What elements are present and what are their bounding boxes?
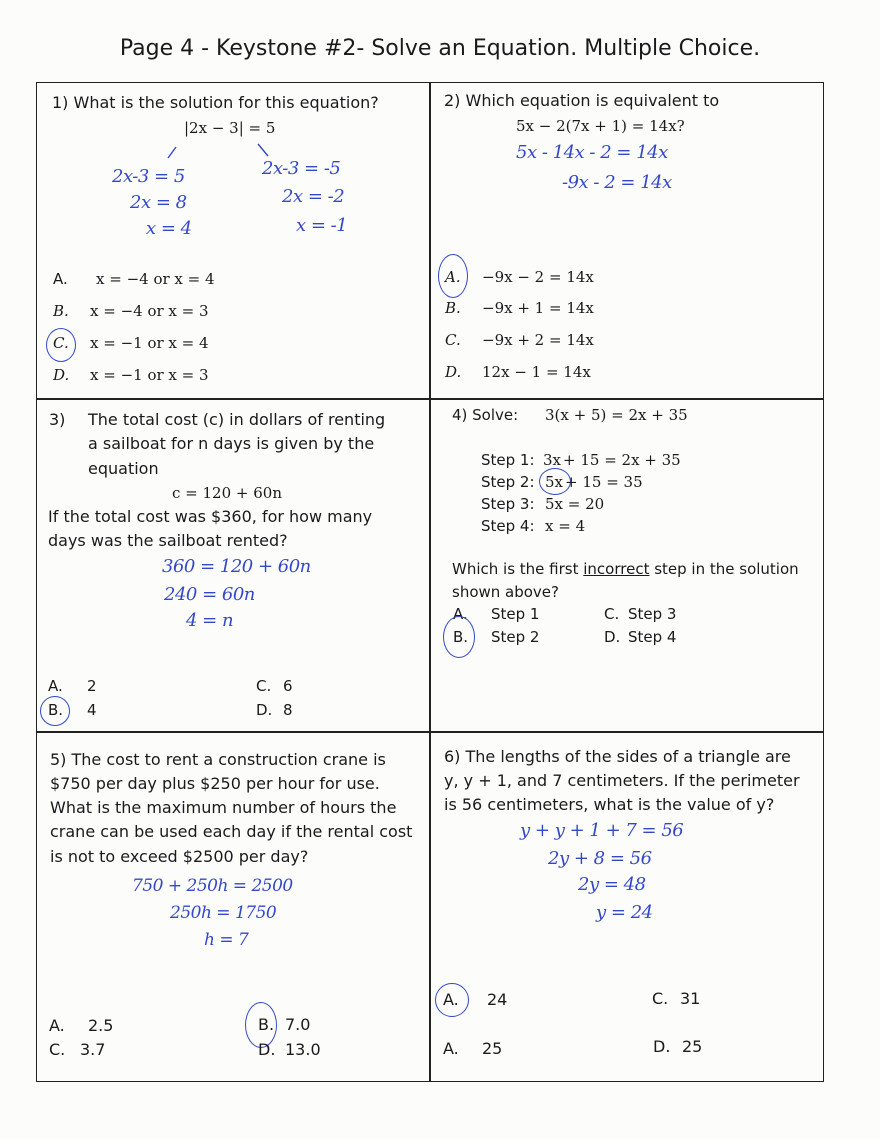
q6-line-3: is 56 centimeters, what is the value of y? [444, 795, 775, 814]
q3-number: 3) [49, 410, 66, 429]
q1-option-b-text[interactable]: x = −4 or x = 3 [90, 302, 209, 320]
q3-line-3: equation [88, 459, 159, 478]
q6-option-1-letter[interactable]: A. [443, 990, 459, 1009]
q6-option-2-text[interactable]: 31 [680, 989, 701, 1008]
q2-option-a-text[interactable]: −9x − 2 = 14x [482, 268, 594, 286]
q5-line-5: is not to exceed $2500 per day? [50, 847, 309, 866]
q6-option-3-text[interactable]: 25 [482, 1039, 503, 1058]
q2-option-a-letter[interactable]: A. [445, 268, 461, 286]
q4-option-b-letter[interactable]: B. [453, 628, 469, 646]
q5-option-c-letter[interactable]: C. [49, 1040, 66, 1059]
q6-work-1: y + y + 1 + 7 = 56 [520, 820, 684, 841]
q1-option-a-letter[interactable]: A. [53, 270, 68, 288]
q6-work-3: 2y = 48 [578, 874, 646, 895]
q3-option-a-letter[interactable]: A. [48, 677, 63, 695]
q1-work-left-2: 2x = 8 [130, 192, 187, 213]
q5-line-1: 5) The cost to rent a construction crane is [50, 750, 386, 769]
q3-option-c-letter[interactable]: C. [256, 677, 272, 695]
q6-option-4-letter[interactable]: D. [653, 1037, 671, 1056]
q5-option-b-text[interactable]: 7.0 [285, 1015, 311, 1034]
q3-answer-circle [40, 696, 70, 726]
q3-option-c-text[interactable]: 6 [283, 677, 293, 695]
q2-option-b-text[interactable]: −9x + 1 = 14x [482, 299, 594, 317]
q6-answer-circle [435, 983, 469, 1017]
q4-step-2-circled: 5x [545, 473, 564, 491]
q4-option-d-letter[interactable]: D. [604, 628, 621, 646]
q4-step-3-label: Step 3: [481, 495, 535, 513]
q4-question [452, 559, 799, 579]
q1-arrow-right [258, 144, 268, 156]
q4-question-underlined: incorrect [583, 560, 650, 578]
q3-option-a-text[interactable]: 2 [87, 677, 97, 695]
q4-option-c-text[interactable]: Step 3 [628, 605, 677, 623]
q4-step-4-eq: x = 4 [545, 517, 586, 535]
q1-work-left-3: x = 4 [146, 218, 192, 239]
q3-option-d-letter[interactable]: D. [256, 701, 273, 719]
q3-question-1: If the total cost was $360, for how many [48, 507, 373, 526]
q1-option-a-text[interactable]: x = −4 or x = 4 [96, 270, 215, 288]
q6-option-1-text[interactable]: 24 [487, 990, 508, 1009]
q4-option-b-text[interactable]: Step 2 [491, 628, 540, 646]
q4-option-a-text[interactable]: Step 1 [491, 605, 540, 623]
q6-option-2-letter[interactable]: C. [652, 989, 669, 1008]
q1-equation: |2x − 3| = 5 [184, 119, 276, 137]
q2-option-b-letter[interactable]: B. [445, 299, 461, 317]
q3-equation: c = 120 + 60n [172, 484, 282, 502]
q1-option-b-letter[interactable]: B. [53, 302, 69, 320]
q4-step-2-label: Step 2: [481, 473, 535, 491]
q5-option-b-letter[interactable]: B. [258, 1015, 275, 1034]
q4-step-4-label: Step 4: [481, 517, 535, 535]
q4-equation: 3(x + 5) = 2x + 35 [545, 406, 688, 424]
q3-work-2: 240 = 60n [164, 584, 255, 605]
q1-arrow-left [168, 147, 176, 158]
q2-equation: 5x − 2(7x + 1) = 14x? [516, 117, 685, 135]
q1-work-left-1: 2x-3 = 5 [112, 166, 185, 187]
q1-option-d-letter[interactable]: D. [53, 366, 70, 384]
q4-question-post: step in the solution [649, 560, 799, 578]
q1-work-right-1: 2x-3 = -5 [262, 158, 341, 179]
q4-question-pre: Which is the first [452, 560, 584, 578]
q1-work-right-2: 2x = -2 [282, 186, 345, 207]
q3-line-1: The total cost (c) in dollars of renting [88, 410, 386, 429]
q4-option-d-text[interactable]: Step 4 [628, 628, 677, 646]
q1-answer-circle [46, 328, 76, 362]
q4-answer-circle [443, 616, 475, 658]
q1-option-d-text[interactable]: x = −1 or x = 3 [90, 366, 209, 384]
q3-option-b-text[interactable]: 4 [87, 701, 97, 719]
q5-work-1: 750 + 250h = 2500 [132, 876, 293, 896]
q2-answer-circle [438, 254, 468, 298]
q6-option-3-letter[interactable]: A. [443, 1039, 459, 1058]
q4-step-2-rest: + 15 = 35 [565, 473, 643, 491]
q6-work-4: y = 24 [596, 902, 653, 923]
q5-line-4: crane can be used each day if the rental cost [50, 822, 413, 841]
q3-option-d-text[interactable]: 8 [283, 701, 293, 719]
q1-work-right-3: x = -1 [296, 215, 348, 236]
q4-question-line-2: shown above? [452, 583, 559, 601]
q4-step-1-rest: + 15 = 2x + 35 [563, 451, 681, 469]
q5-option-d-letter[interactable]: D. [258, 1040, 276, 1059]
q6-line-1: 6) The lengths of the sides of a triangle are [444, 747, 791, 766]
q5-work-2: 250h = 1750 [170, 903, 277, 923]
q4-step-3-eq: 5x = 20 [545, 495, 605, 513]
q3-question-2: days was the sailboat rented? [48, 531, 288, 550]
q2-option-d-text[interactable]: 12x − 1 = 14x [482, 363, 591, 381]
q2-prompt: 2) Which equation is equivalent to [444, 91, 720, 110]
q2-work-2: -9x - 2 = 14x [562, 172, 672, 193]
q6-line-2: y, y + 1, and 7 centimeters. If the perimeter [444, 771, 800, 790]
q5-option-c-text[interactable]: 3.7 [80, 1040, 106, 1059]
q4-step-1-label: Step 1: [481, 451, 535, 469]
page-title: Page 4 - Keystone #2- Solve an Equation. Multiple Choice. [119, 36, 761, 61]
q1-prompt: 1) What is the solution for this equation? [52, 93, 379, 112]
q5-line-2: $750 per day plus $250 per hour for use. [50, 774, 380, 793]
q1-option-c-letter[interactable]: C. [53, 334, 69, 352]
q5-option-a-letter[interactable]: A. [49, 1016, 65, 1035]
q5-work-3: h = 7 [204, 930, 249, 950]
q5-option-a-text[interactable]: 2.5 [88, 1016, 114, 1035]
q2-option-c-letter[interactable]: C. [445, 331, 461, 349]
q4-option-c-letter[interactable]: C. [604, 605, 620, 623]
q4-step-1-circled: 3x [543, 451, 562, 469]
q2-option-c-text[interactable]: −9x + 2 = 14x [482, 331, 594, 349]
q5-line-3: What is the maximum number of hours the [50, 798, 397, 817]
q4-option-a-letter[interactable]: A. [453, 605, 468, 623]
q3-work-1: 360 = 120 + 60n [162, 556, 311, 577]
q3-line-2: a sailboat for n days is given by the [88, 434, 375, 453]
q2-option-d-letter[interactable]: D. [445, 363, 462, 381]
q3-work-3: 4 = n [186, 610, 234, 631]
q2-work-1: 5x - 14x - 2 = 14x [516, 142, 668, 163]
q6-work-2: 2y + 8 = 56 [548, 848, 652, 869]
q5-option-d-text[interactable]: 13.0 [285, 1040, 321, 1059]
q3-option-b-letter[interactable]: B. [48, 701, 64, 719]
q4-prompt: 4) Solve: [452, 406, 519, 424]
q1-option-c-text[interactable]: x = −1 or x = 4 [90, 334, 209, 352]
q6-option-4-text[interactable]: 25 [682, 1037, 703, 1056]
